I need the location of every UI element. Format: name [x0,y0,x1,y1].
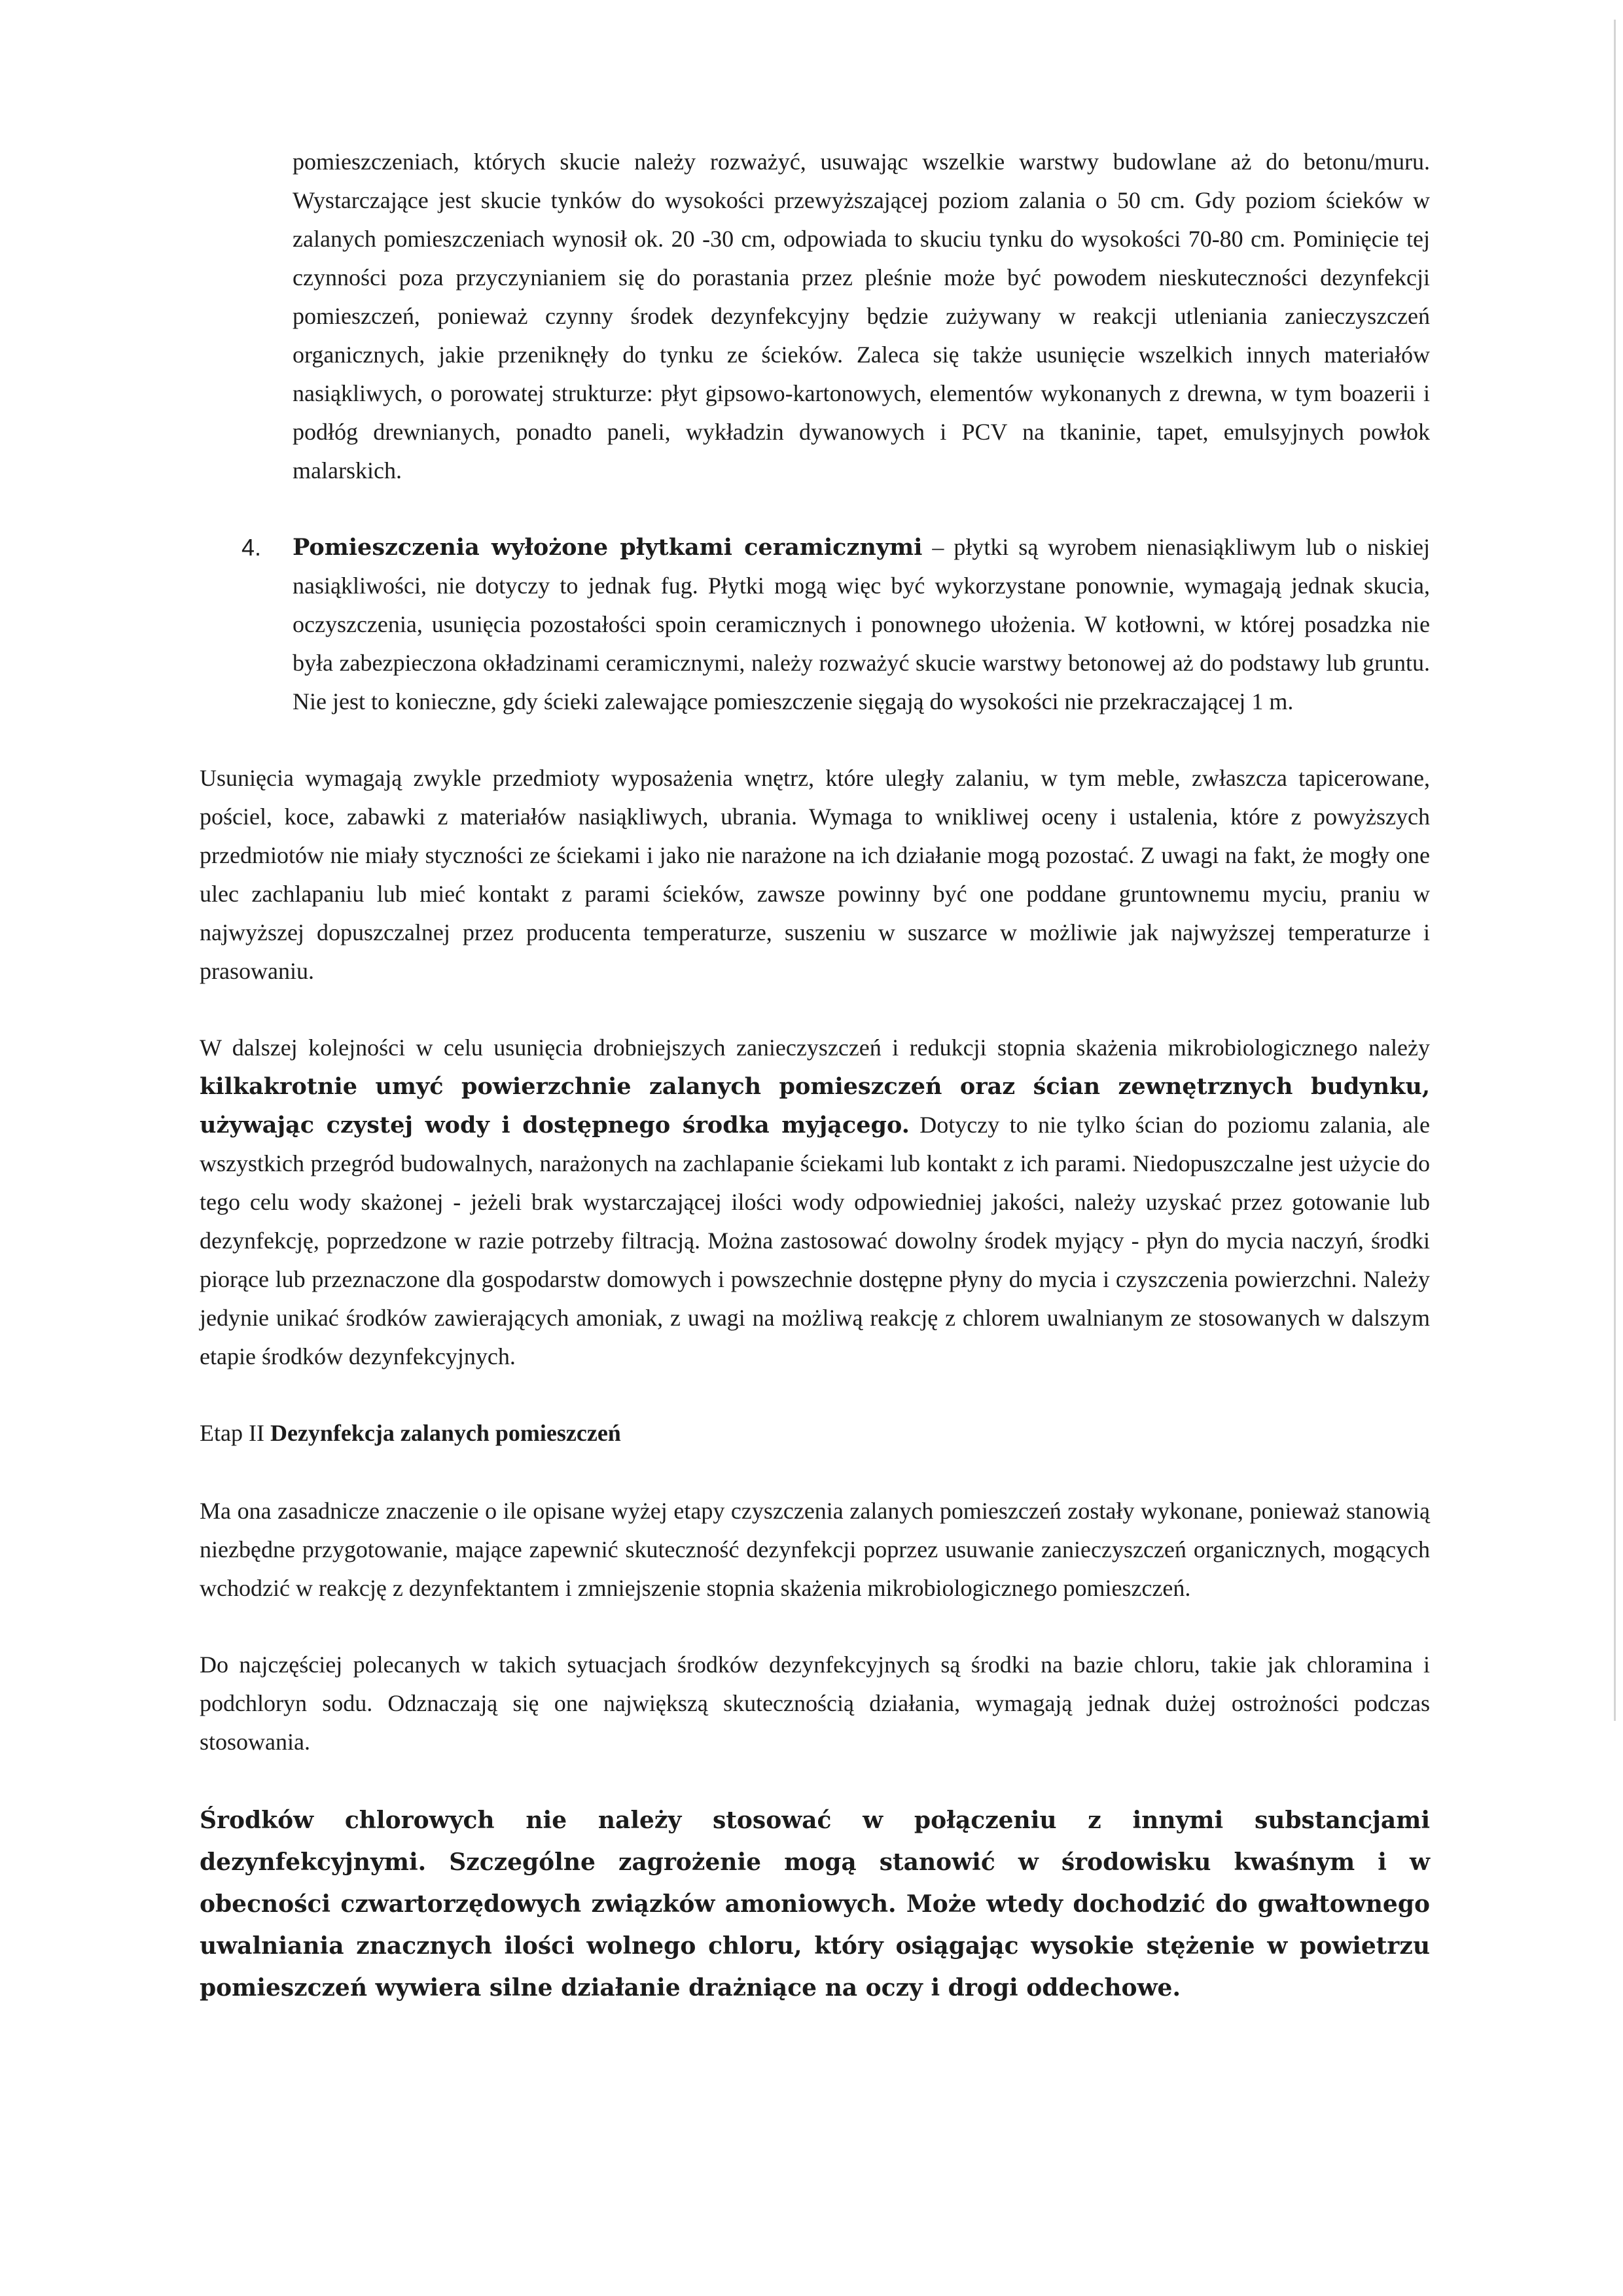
stage-heading-prefix: Etap II [200,1420,270,1446]
scan-edge-line [1614,20,1616,1721]
washing-text-before: W dalszej kolejności w celu usunięcia drobniejszych zanieczyszczeń i redukcji stopnia skażenia mikrobiologicznego należy [200,1034,1430,1061]
document-content [200,143,1430,2009]
stage-heading-title: Dezynfekcja zalanych pomieszczeń [270,1420,621,1446]
furnishings-paragraph: Usunięcia wymagają zwykle przedmioty wyposażenia wnętrz, które uległy zalaniu, w tym meble, zwłaszcza tapicerowane, pościel, koce, zabawki z materiałów nasiąkliwych, ubrania. Wymaga to wnikliwej oceny i ustalenia, które z powyższych przedmiotów nie miały styczności ze ściekami i jako nie narażone na ich działanie mogą pozostać. Z uwagi na fakt, że mogły one ulec zachlapaniu lub mieć kontakt z parami ścieków, zawsze powinny być one poddane gruntownemu myciu, praniu w najwyższej dopuszczalnej przez producenta temperaturze, suszeniu w suszarce w możliwie jak najwyższej temperaturze i prasowaniu. [200,765,1430,984]
washing-paragraph [200,1029,1430,1376]
list-item-title: Pomieszczenia wyłożone płytkami ceramicznymi [293,534,923,561]
stage-heading [200,1414,1430,1453]
washing-text-after: Dotyczy to nie tylko ścian do poziomu zalania, ale wszystkich przegród budowalnych, narażonych na zachlapanie ściekami lub kontakt z ich parami. Niedopuszczalne jest użycie do tego celu wody skażonej - jeżeli brak wystarczającej ilości wody odpowiedniej jakości, należy uzyskać przez gotowanie lub dezynfekcję, poprzedzone w razie potrzeby filtracją. Można zastosować dowolny środek myjący - płyn do mycia naczyń, środki piorące lub przeznaczone dla gospodarstw domowych i powszechnie dostępne płyny do mycia i czyszczenia powierzchni. Należy jedynie unikać środków zawierających amoniak, z uwagi na możliwą reakcję z chlorem uwalnianym ze stosowanych w dalszym etapie środków dezynfekcyjnych. [200,1112,1430,1369]
list-item-4 [241,528,1430,721]
list-item-text: – płytki są wyrobem nienasiąkliwym lub o niskiej nasiąkliwości, nie dotyczy to jednak fug. Płytki mogą więc być wykorzystane ponownie, wymagają jednak skucia, oczyszczenia, usunięcia pozostałości spoin ceramicznych i ponownego ułożenia. W kotłowni, w której posadzka nie była zabezpieczona okładzinami ceramicznymi, należy rozważyć skucie warstwy betonowej aż do podstawy lub gruntu. Nie jest to konieczne, gdy ścieki zalewające pomieszczenie sięgają do wysokości nie przekraczającej 1 m. [293,534,1430,715]
warning-paragraph: Środków chlorowych nie należy stosować w połączeniu z innymi substancjami dezynfekcyjnymi. Szczególne zagrożenie mogą stanowić w środowisku kwaśnym i w obecności czwartorzędowych związków amoniowych. Może wtedy dochodzić do gwałtownego uwalniania znacznych ilości wolnego chloru, który osiągając wysokie stężenie w powietrzu pomieszczeń wywiera silne działanie drażniące na oczy i drogi oddechowe. [200,1807,1430,2002]
stage-paragraph: Ma ona zasadnicze znaczenie o ile opisane wyżej etapy czyszczenia zalanych pomieszczeń zostały wykonane, ponieważ stanowią niezbędne przygotowanie, mające zapewnić skuteczność dezynfekcji poprzez usuwanie zanieczyszczeń organicznych, mogących wchodzić w reakcję z dezynfektantem i zmniejszenie stopnia skażenia mikrobiologicznego pomieszczeń. [200,1498,1430,1601]
intro-paragraph: pomieszczeniach, których skucie należy rozważyć, usuwając wszelkie warstwy budowlane aż do betonu/muru. Wystarczające jest skucie tynków do wysokości przewyższającej poziom zalania o 50 cm. Gdy poziom ścieków w zalanych pomieszczeniach wynosił ok. 20 -30 cm, odpowiada to skuciu tynku do wysokości 70-80 cm. Pominięcie tej czynności poza przyczynianiem się do porastania przez pleśnie może być powodem nieskuteczności dezynfekcji pomieszczeń, ponieważ czynny środek dezynfekcyjny będzie zużywany w reakcji utleniania zanieczyszczeń organicznych, jakie przeniknęły do tynku ze ścieków. Zaleca się także usunięcie wszelkich innych materiałów nasiąkliwych, o porowatej strukturze: płyt gipsowo-kartonowych, elementów wykonanych z drewna, w tym boazerii i podłóg drewnianych, ponadto paneli, wykładzin dywanowych i PCV na tkaninie, tapet, emulsyjnych powłok malarskich. [293,149,1430,484]
chlorine-paragraph: Do najczęściej polecanych w takich sytuacjach środków dezynfekcyjnych są środki na bazie chloru, takie jak chloramina i podchloryn sodu. Odznaczają się one największą skutecznością działania, wymagają jednak dużej ostrożności podczas stosowania. [200,1651,1430,1755]
list-item-number: 4. [241,534,262,561]
washing-bold-text: kilkakrotnie umyć powierzchnie zalanych pomieszczeń oraz ścian zewnętrznych budynku, używając czystej wody i dostępnego środka myjącego. [200,1073,1430,1139]
